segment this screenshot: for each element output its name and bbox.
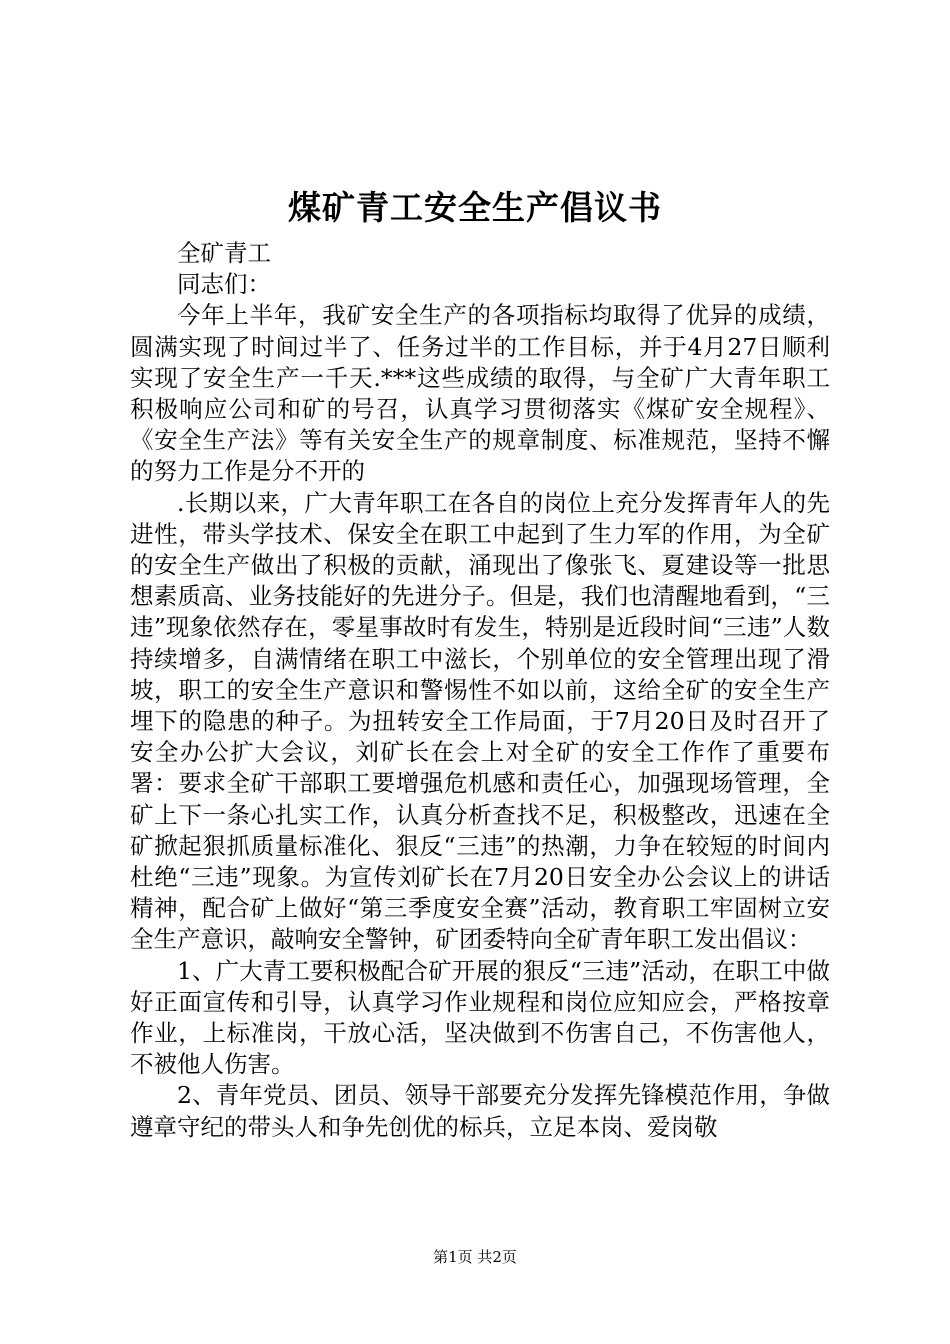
salutation-line-2: 同志们： [177,270,271,299]
proposal-item-1: 1、广大青工要积极配合矿开展的狠反“三违”活动，在职工中做好正面宣传和引导，认真学习作业规程和岗位应知应会，严格按章作业，上标准岗，干放心活，坚决做到不伤害自己，不伤害他人，不被他人伤害。 [130,956,830,1079]
paragraph-1: 今年上半年，我矿安全生产的各项指标均取得了优异的成绩，圆满实现了时间过半了、任务过半的工作目标，并于4月27日顺利实现了安全生产一千天.***这些成绩的取得，与全矿广大青年职工积极响应公司和矿的号召，认真学习贯彻落实《煤矿安全规程》、《安全生产法》等有关安全生产的规章制度、标准规范，坚持不懈的努力工作是分不开的 [130,301,830,486]
document-body [130,238,830,1143]
paragraph-2: .长期以来，广大青年职工在各自的岗位上充分发挥青年人的先进性，带头学技术、保安全在职工中起到了生力军的作用，为全矿的安全生产做出了积极的贡献，涌现出了像张飞、夏建设等一批思想素质高、业务技能好的先进分子。但是，我们也清醒地看到，“三违”现象依然存在，零星事故时有发生，特别是近段时间“三违”人数持续增多，自满情绪在职工中滋长，个别单位的安全管理出现了滑坡，职工的安全生产意识和警惕性不如以前，这给全矿的安全生产埋下的隐患的种子。为扭转安全工作局面，于7月20日及时召开了安全办公扩大会议，刘矿长在会上对全矿的安全工作作了重要布署：要求全矿干部职工要增强危机感和责任心，加强现场管理，全矿上下一条心扎实工作，认真分析查找不足，积极整改，迅速在全矿掀起狠抓质量标准化、狠反“三违”的热潮，力争在较短的时间内杜绝“三违”现象。为宣传刘矿长在7月20日安全办公会议上的讲话精神，配合矿上做好“第三季度安全赛”活动，教育职工牢固树立安全生产意识，敲响安全警钟，矿团委特向全矿青年职工发出倡议： [130,488,830,954]
document-title: 煤矿青工安全生产倡议书 [288,188,662,227]
page-footer: 第1页 共2页 [433,1248,517,1266]
proposal-item-2: 2、青年党员、团员、领导干部要充分发挥先锋模范作用，争做遵章守纪的带头人和争先创优的标兵，立足本岗、爱岗敬 [130,1081,830,1141]
salutation-line-1: 全矿青工 [177,239,271,267]
